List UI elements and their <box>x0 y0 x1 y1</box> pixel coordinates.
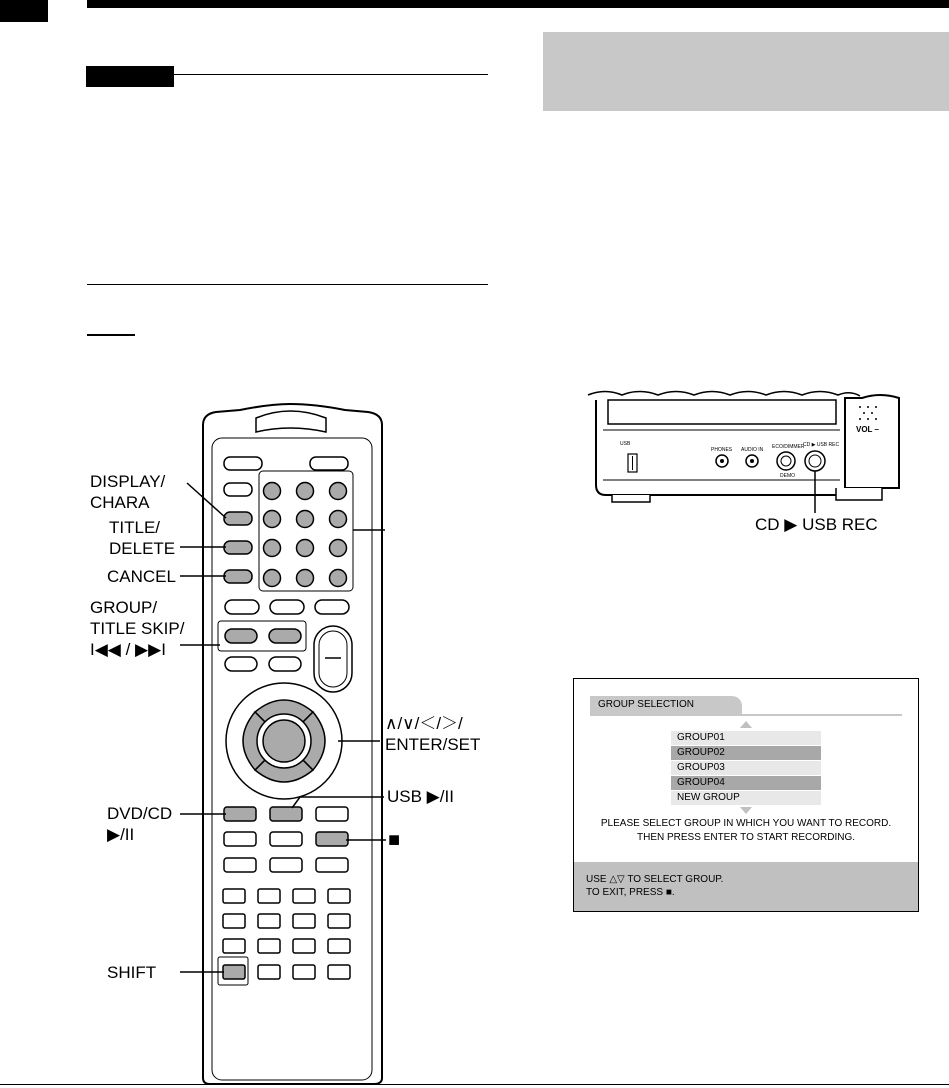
unit-vol-label: VOL – <box>856 425 879 434</box>
label-dvdcd-line1: DVD/CD <box>107 804 173 823</box>
label-display-chara-line2: CHARA <box>90 493 150 512</box>
group-row-3[interactable]: GROUP03 <box>671 761 821 775</box>
osd-message-line2: THEN PRESS ENTER TO START RECORDING. <box>637 832 855 843</box>
label-group-line1: GROUP/ <box>90 598 158 617</box>
label-title-delete-line1: TITLE/ <box>109 518 161 537</box>
unit-audio-in-label: AUDIO IN <box>741 447 764 453</box>
label-usb-play-pause: USB ▶/II <box>387 787 454 806</box>
unit-cdusb-label: CD ▶ USB REC <box>803 442 840 448</box>
unit-usb-label: USB <box>620 441 631 447</box>
label-group-line2: TITLE SKIP/ <box>90 619 185 638</box>
label-group-line3: I◀◀ / ▶▶I <box>90 640 166 659</box>
group-row-1[interactable]: GROUP01 <box>671 731 821 745</box>
label-dvdcd-line2: ▶/II <box>107 825 135 844</box>
scroll-up-icon[interactable] <box>740 721 752 728</box>
label-stop: ■ <box>388 829 401 851</box>
unit-eco-label: ECO/DIMMER <box>772 444 805 450</box>
label-display-chara-line1: DISPLAY/ <box>90 472 166 491</box>
label-cursor-line2: ENTER/SET <box>385 735 481 754</box>
osd-footer <box>574 862 918 911</box>
label-shift: SHIFT <box>107 963 157 982</box>
label-cd-usb-rec: CD ▶ USB REC <box>755 515 878 534</box>
osd-footer-line2: TO EXIT, PRESS ■. <box>586 887 675 898</box>
osd-footer-line1: USE △▽ TO SELECT GROUP. <box>586 874 724 885</box>
group-selection-screen <box>573 678 919 912</box>
osd-message-line1: PLEASE SELECT GROUP IN WHICH YOU WANT TO RECORD. <box>600 818 892 829</box>
unit-phones-label: PHONES <box>711 447 733 453</box>
label-cursor-line1: ∧/∨/＜/＞/ <box>385 714 463 733</box>
group-row-new[interactable]: NEW GROUP <box>671 791 821 805</box>
group-row-2[interactable]: GROUP02 <box>671 746 821 760</box>
unit-demo-label: DEMO <box>780 473 795 479</box>
group-row-4[interactable]: GROUP04 <box>671 776 821 790</box>
label-cancel: CANCEL <box>107 567 176 586</box>
osd-tab-underline <box>590 714 902 716</box>
osd-tab-title: GROUP SELECTION <box>590 696 742 714</box>
label-title-delete-line2: DELETE <box>109 539 176 558</box>
scroll-down-icon[interactable] <box>740 807 752 814</box>
